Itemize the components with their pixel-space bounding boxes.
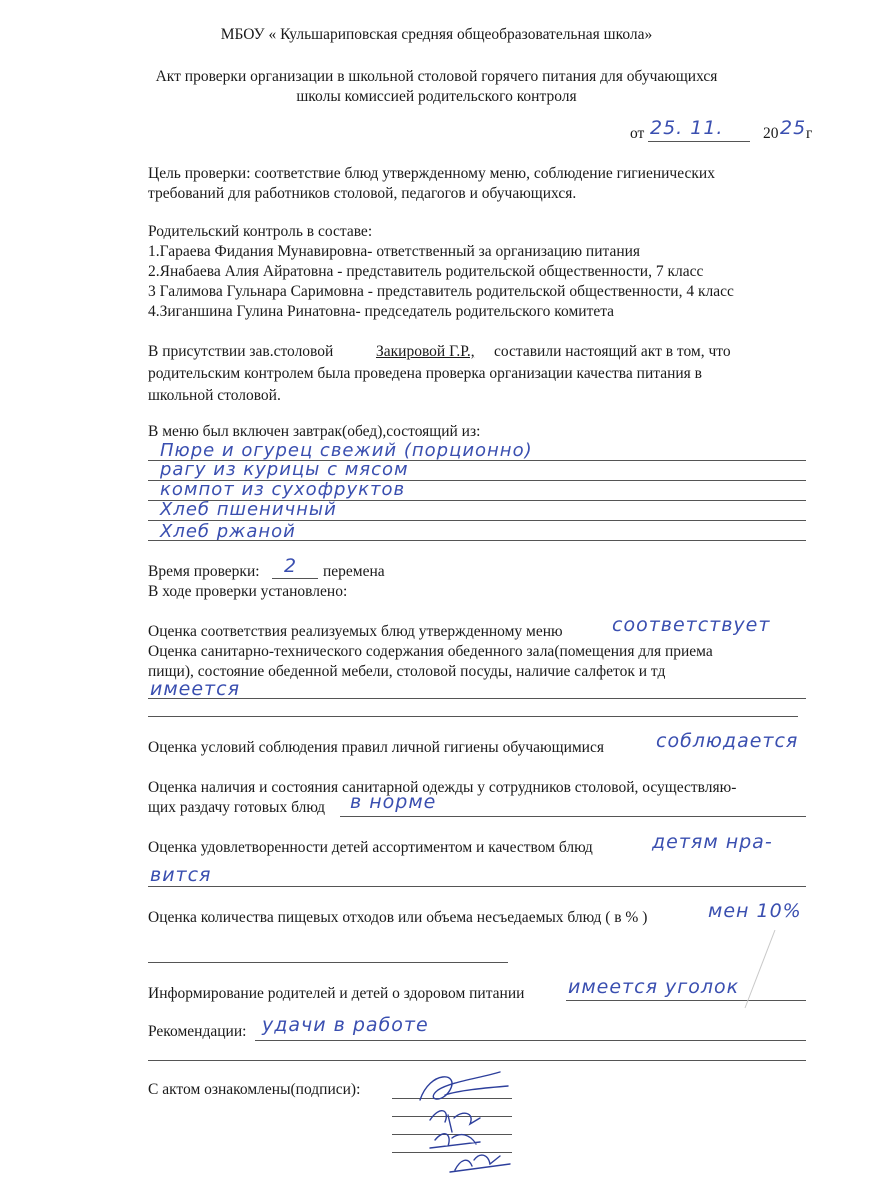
clothing-line1: Оценка наличия и состояния санитарной одежды у сотрудников столовой, осуществляю- xyxy=(148,779,737,796)
purpose-line1: Цель проверки: соответствие блюд утвержденному меню, соблюдение гигиенических xyxy=(148,165,715,182)
sanitary-line xyxy=(148,698,806,699)
year-prefix: 20 xyxy=(763,125,779,142)
recommend-line xyxy=(255,1040,806,1041)
pencil-mark xyxy=(740,930,780,1010)
canteen-head-name: Закировой Г.Р., xyxy=(376,343,475,360)
date-handwritten: 25. 11. xyxy=(650,117,724,139)
presence-line3: школьной столовой. xyxy=(148,387,281,404)
sanitary-line2: пищи), состояние обеденной мебели, столовой посуды, наличие салфеток и тд xyxy=(148,663,666,680)
commission-member: 2.Янабаева Алия Айратовна - представитель родительской общественности, 7 класс xyxy=(148,263,704,280)
act-title-line1: Акт проверки организации в школьной столовой горячего питания для обучающихся xyxy=(155,68,718,85)
waste-value-handwritten: мен 10% xyxy=(708,900,802,922)
hygiene-label: Оценка условий соблюдения правил личной гигиены обучающимися xyxy=(148,739,604,756)
satisfaction-value-handwritten: детям нра- xyxy=(652,831,773,853)
satisfaction-value-handwritten: вится xyxy=(150,864,212,886)
satisfaction-label: Оценка удовлетворенности детей ассортиментом и качеством блюд xyxy=(148,839,593,856)
school-name: МБОУ « Кульшариповская средняя общеобразовательная школа» xyxy=(220,26,653,43)
compliance-value-handwritten: соответствует xyxy=(612,614,771,636)
presence-line2: родительским контролем была проведена проверка организации качества питания в xyxy=(148,365,703,382)
menu-item-handwritten: компот из сухофруктов xyxy=(160,479,406,500)
menu-label: В меню был включен завтрак(обед),состоящий из: xyxy=(148,423,481,440)
date-underline xyxy=(648,141,750,142)
clothing-line xyxy=(340,816,806,817)
menu-item-handwritten: Пюре и огурец свежий (порционно) xyxy=(160,440,533,461)
signature-2 xyxy=(430,1111,480,1132)
time-suffix: перемена xyxy=(323,563,385,580)
inform-label: Информирование родителей и детей о здоровом питании xyxy=(148,985,525,1002)
signature-1 xyxy=(420,1072,508,1100)
date-suffix: г xyxy=(806,125,813,142)
recommend-label: Рекомендации: xyxy=(148,1023,247,1040)
year-handwritten: 25 xyxy=(780,117,807,139)
menu-item-handwritten: Хлеб пшеничный xyxy=(160,499,337,520)
commission-heading: Родительский контроль в составе: xyxy=(148,223,373,240)
satisfaction-line xyxy=(148,886,806,887)
established-label: В ходе проверки установлено: xyxy=(148,583,348,600)
time-underline xyxy=(272,578,318,579)
signatures-label: С актом ознакомлены(подписи): xyxy=(148,1081,361,1098)
act-title-line2: школы комиссией родительского контроля xyxy=(296,88,577,105)
waste-line xyxy=(148,962,508,963)
menu-item-handwritten: рагу из курицы с мясом xyxy=(160,459,409,480)
menu-item-handwritten: Хлеб ржаной xyxy=(160,521,296,542)
hygiene-value-handwritten: соблюдается xyxy=(656,730,799,752)
signatures-scribble xyxy=(390,1060,530,1190)
commission-member: 3 Галимова Гульнара Саримовна - представитель родительской общественности, 4 класс xyxy=(148,283,734,300)
clothing-line2: щих раздачу готовых блюд xyxy=(148,799,326,816)
signature-4 xyxy=(450,1155,510,1172)
sanitary-line xyxy=(148,716,798,717)
presence-suffix: составили настоящий акт в том, что xyxy=(494,343,731,360)
time-label: Время проверки: xyxy=(148,563,260,580)
signature-3 xyxy=(430,1134,480,1148)
purpose-line2: требований для работников столовой, педагогов и обучающихся. xyxy=(148,185,577,202)
sanitary-line1: Оценка санитарно-технического содержания обеденного зала(помещения для приема xyxy=(148,643,713,660)
sanitary-value-handwritten: имеется xyxy=(150,678,241,700)
clothing-value-handwritten: в норме xyxy=(350,791,437,813)
commission-member: 4.Зиганшина Гулина Ринатовна- председатель родительского комитета xyxy=(148,303,615,320)
presence-prefix: В присутствии зав.столовой xyxy=(148,343,334,360)
inform-value-handwritten: имеется уголок xyxy=(568,976,740,998)
compliance-label: Оценка соответствия реализуемых блюд утвержденному меню xyxy=(148,623,563,640)
time-value-handwritten: 2 xyxy=(284,555,298,577)
date-prefix: от xyxy=(630,125,645,142)
waste-label: Оценка количества пищевых отходов или объема несъедаемых блюд ( в % ) xyxy=(148,909,648,926)
menu-line xyxy=(148,540,806,541)
commission-member: 1.Гараева Фидания Мунавировна- ответственный за организацию питания xyxy=(148,243,641,260)
recommend-value-handwritten: удачи в работе xyxy=(262,1014,429,1036)
